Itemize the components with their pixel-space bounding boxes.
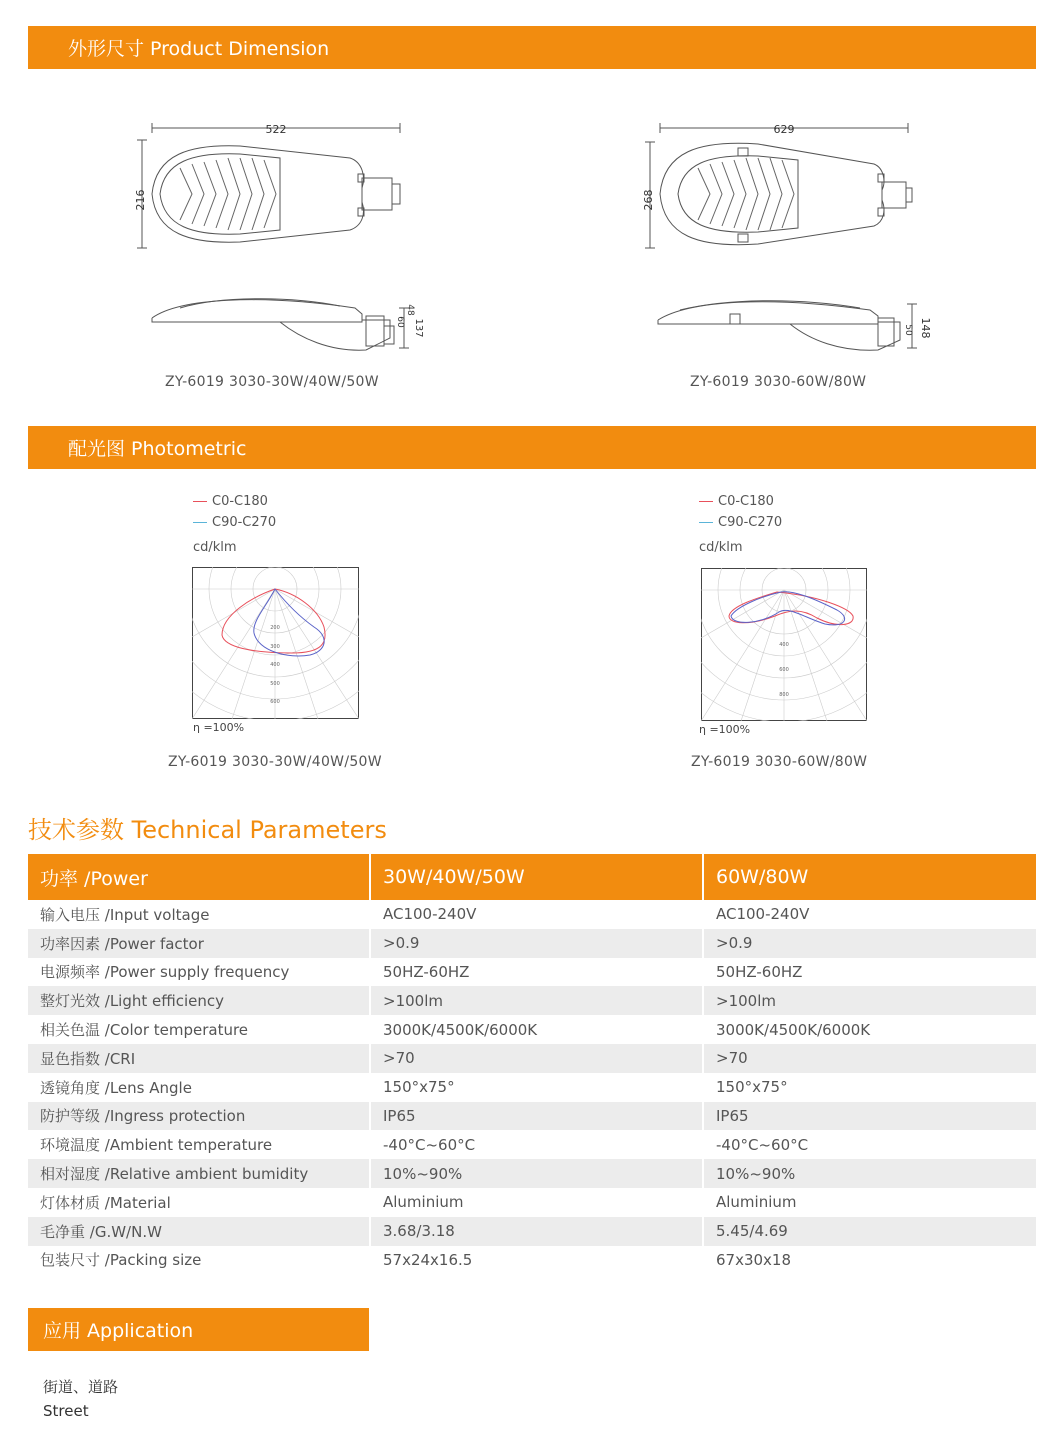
- param-name: 环境温度 /Ambient temperature: [28, 1130, 370, 1159]
- header-model-a: 30W/40W/50W: [370, 854, 703, 900]
- section-title: 应用 Application: [43, 1320, 194, 1342]
- radial-label: 400: [779, 642, 789, 648]
- param-value: 150°x75°: [370, 1073, 703, 1102]
- radial-label: 800: [779, 692, 789, 698]
- param-value: 5.45/4.69: [703, 1217, 1036, 1246]
- param-value: 10%~90%: [703, 1159, 1036, 1188]
- section-header-application: [28, 1308, 369, 1351]
- table-row: [28, 929, 1036, 958]
- legend-item-c0: C0-C180: [193, 491, 276, 512]
- param-value: IP65: [370, 1102, 703, 1131]
- param-value: >70: [703, 1044, 1036, 1073]
- dimension-caption-right: ZY-6019 3030-60W/80W: [690, 374, 867, 390]
- param-value: 3.68/3.18: [370, 1217, 703, 1246]
- photometric-legend-right: [699, 491, 782, 558]
- unit-label: cd/klm: [699, 540, 743, 555]
- lamp-top-view-right: [638, 118, 928, 258]
- param-name: 灯体材质 /Material: [28, 1188, 370, 1217]
- radial-label: 600: [270, 699, 280, 705]
- dim-side-right-1: 148: [919, 317, 932, 339]
- param-value: -40°C~60°C: [716, 1135, 809, 1154]
- param-name: 防护等级 /Ingress protection: [28, 1102, 370, 1131]
- radial-label: 500: [270, 681, 280, 687]
- application-text-en: Street: [43, 1402, 89, 1420]
- header-power: 功率 /Power: [28, 854, 370, 900]
- table-row: [28, 1159, 1036, 1188]
- param-value: 67x30x18: [716, 1250, 792, 1269]
- table-row: [28, 1130, 1036, 1159]
- table-header-row: [28, 854, 1036, 900]
- param-value: AC100-240V: [370, 900, 703, 929]
- radial-label: 200: [270, 625, 280, 631]
- param-value: 50HZ-60HZ: [716, 962, 803, 981]
- dim-width-right: 629: [773, 123, 795, 136]
- param-value: >70: [370, 1044, 703, 1073]
- table-row: [28, 900, 1036, 929]
- table-row: [28, 1015, 1036, 1044]
- param-name: 相关色温 /Color temperature: [28, 1015, 370, 1044]
- dim-height-right: 268: [642, 189, 655, 211]
- section-title: 外形尺寸 Product Dimension: [68, 38, 330, 60]
- param-value: >0.9: [370, 929, 703, 958]
- param-name: 电源频率 /Power supply frequency: [28, 958, 370, 987]
- radial-label: 600: [779, 667, 789, 673]
- polar-diagram-left: [192, 567, 359, 719]
- param-value: 57x24x16.5: [370, 1246, 703, 1275]
- param-value: >0.9: [703, 929, 1036, 958]
- param-value: -40°C~60°C: [370, 1130, 703, 1159]
- section-header-photometric: [28, 426, 1036, 469]
- legend-item-c0: C0-C180: [699, 491, 782, 512]
- technical-title: 技术参数 Technical Parameters: [28, 816, 387, 844]
- param-value: Aluminium: [716, 1193, 797, 1212]
- photometric-caption-right: ZY-6019 3030-60W/80W: [691, 754, 868, 770]
- table-row: [28, 1217, 1036, 1246]
- param-value: 50HZ-60HZ: [370, 958, 703, 987]
- param-value: 10%~90%: [370, 1159, 703, 1188]
- param-name: 输入电压 /Input voltage: [28, 900, 370, 929]
- param-value: >100lm: [703, 986, 1036, 1015]
- param-value: 150°x75°: [716, 1078, 788, 1097]
- param-value: IP65: [703, 1102, 1036, 1131]
- efficiency-left: η =100%: [193, 721, 245, 734]
- section-header-dimension: [28, 26, 1036, 69]
- photometric-caption-left: ZY-6019 3030-30W/40W/50W: [168, 754, 382, 770]
- parameters-table: [28, 854, 1036, 1274]
- dim-height-left: 216: [134, 189, 147, 211]
- polar-diagram-right: [701, 568, 867, 721]
- param-value: 3000K/4500K/6000K: [370, 1015, 703, 1044]
- legend-item-c90: C90-C270: [699, 512, 782, 533]
- param-value: Aluminium: [370, 1188, 703, 1217]
- param-name: 整灯光效 /Light efficiency: [28, 986, 370, 1015]
- dim-width-left: 522: [265, 123, 287, 136]
- dimension-caption-left: ZY-6019 3030-30W/40W/50W: [165, 374, 379, 390]
- param-name: 包装尺寸 /Packing size: [28, 1246, 370, 1275]
- dim-side-right-2: 50: [903, 324, 913, 336]
- table-row: [28, 1188, 1036, 1217]
- unit-label: cd/klm: [193, 540, 237, 555]
- application-text-cn: 街道、道路: [43, 1378, 119, 1396]
- radial-label: 300: [270, 644, 280, 650]
- param-value: 3000K/4500K/6000K: [716, 1020, 871, 1039]
- param-value: >100lm: [370, 986, 703, 1015]
- lamp-side-view-left: [140, 290, 430, 360]
- table-row: [28, 958, 1036, 987]
- param-name: 毛净重 /G.W/N.W: [28, 1217, 370, 1246]
- table-row: [28, 1044, 1036, 1073]
- param-name: 功率因素 /Power factor: [28, 929, 370, 958]
- table-row: [28, 1102, 1036, 1131]
- radial-label: 400: [270, 662, 280, 668]
- lamp-top-view-left: [130, 118, 420, 258]
- legend-item-c90: C90-C270: [193, 512, 276, 533]
- table-row: [28, 986, 1036, 1015]
- table-row: [28, 1246, 1036, 1275]
- param-name: 相对湿度 /Relative ambient bumidity: [28, 1159, 370, 1188]
- dim-side-left-4: 48: [405, 304, 415, 316]
- dim-side-left-1: 137: [413, 318, 424, 338]
- section-title: 配光图 Photometric: [68, 438, 247, 460]
- lamp-side-view-right: [650, 290, 940, 360]
- header-model-b: 60W/80W: [703, 854, 1036, 900]
- table-row: [28, 1073, 1036, 1102]
- photometric-legend-left: [193, 491, 276, 558]
- param-name: 显色指数 /CRI: [28, 1044, 370, 1073]
- dim-side-left-2: 60: [395, 316, 405, 328]
- efficiency-right: η =100%: [699, 723, 751, 736]
- param-name: 透镜角度 /Lens Angle: [28, 1073, 370, 1102]
- param-value: AC100-240V: [716, 905, 810, 924]
